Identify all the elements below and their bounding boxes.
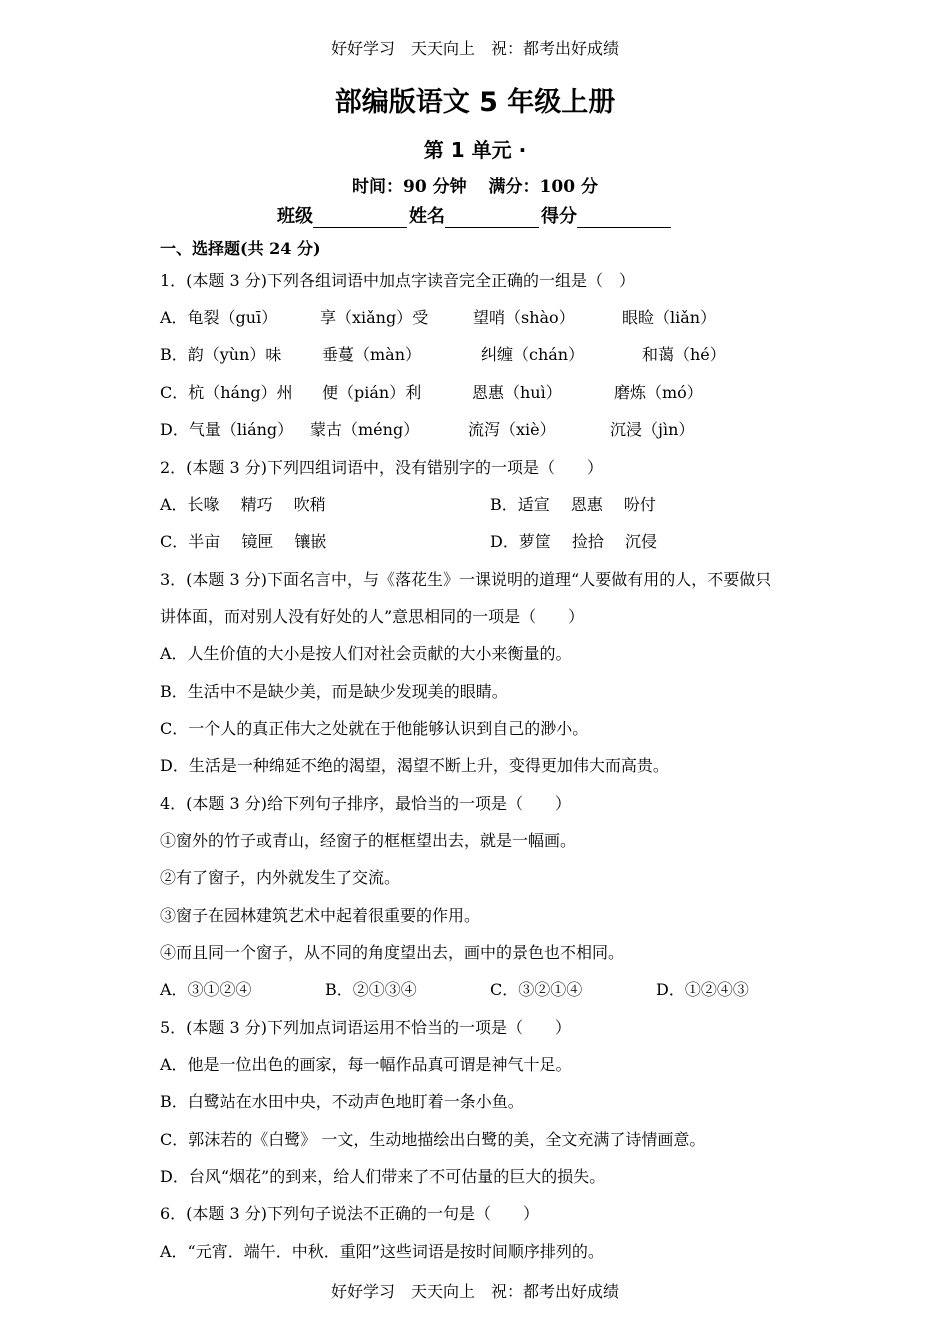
q1-option: 便（pián）利: [322, 383, 422, 402]
page-title: 部编版语文 5 年级上册: [334, 87, 616, 118]
q5-option-c: C．郭沫若的《白鹭》 一文，生动地描绘出白鹭的美，全文充满了诗情画意。: [160, 1130, 706, 1149]
exam-time: 时间：90 分钟: [352, 177, 467, 197]
score-label: 得分: [541, 206, 577, 227]
q1-option: B．韵（yùn）味: [160, 345, 282, 364]
q1-option: 垂蔓（màn）: [322, 345, 422, 364]
q3-option-a: A．人生价值的大小是按人们对社会贡献的大小来衡量的。: [160, 644, 572, 663]
page-footer: 好好学习 天天向上 祝：都考出好成绩: [330, 1282, 619, 1301]
question-5-stem: 5．(本题 3 分)下列加点词语运用不恰当的一项是（ ）: [160, 1018, 572, 1037]
class-label: 班级: [277, 206, 313, 227]
q4-sentence-3: ③窗子在园林建筑艺术中起着很重要的作用。: [160, 906, 481, 925]
exam-full-score: 满分：100 分: [488, 177, 598, 197]
q1-option: 望哨（shào）: [473, 308, 575, 327]
q5-option-a: A．他是一位出色的画家，每一幅作品真可谓是神气十足。: [160, 1055, 572, 1074]
q4-option-c: C．③②①④: [490, 980, 583, 999]
unit-title: 第 1 单元 ·: [423, 138, 527, 162]
exam-meta: [0, 172, 950, 197]
q1-option: 纠缠（chán）: [481, 345, 585, 364]
q6-option-a: A．“元宵．端午．中秋．重阳”这些词语是按时间顺序排列的。: [160, 1242, 604, 1261]
q1-option: 沉浸（jìn）: [610, 420, 695, 439]
q1-option: 眼睑（liǎn）: [622, 308, 717, 327]
q1-option: 磨炼（mó）: [614, 383, 703, 402]
q2-option-b: B．适宣 恩惠 吩付: [490, 495, 656, 514]
question-1-stem: 1．(本题 3 分)下列各组词语中加点字读音完全正确的一组是（ ）: [160, 271, 636, 290]
q4-option-b: B．②①③④: [325, 980, 417, 999]
question-2-stem: 2．(本题 3 分)下列四组词语中，没有错别字的一项是（ ）: [160, 458, 604, 477]
name-label: 姓名: [409, 206, 445, 227]
q4-sentence-2: ②有了窗子，内外就发生了交流。: [160, 868, 401, 887]
section-heading: 一、选择题(共 24 分): [160, 239, 321, 258]
score-blank: [577, 209, 671, 228]
q5-option-b: B．白鹭站在水田中央，不动声色地盯着一条小鱼。: [160, 1092, 524, 1111]
q1-option: 流泻（xiè）: [468, 420, 556, 439]
q1-option: C．杭（háng）州: [160, 383, 293, 402]
q1-option: A．龟裂（guī）: [160, 308, 278, 327]
q2-option-d: D．萝筐 捡拾 沉侵: [490, 532, 658, 551]
q2-option-c: C．半亩 镜匣 镶嵌: [160, 532, 327, 551]
q1-option: 享（xiǎng）受: [320, 308, 429, 327]
q3-option-d: D．生活是一种绵延不绝的渴望，渴望不断上升，变得更加伟大而高贵。: [160, 756, 669, 775]
q1-option: D．气量（liáng）: [160, 420, 294, 439]
q4-option-d: D．①②④③: [656, 980, 749, 999]
question-6-stem: 6．(本题 3 分)下列句子说法不正确的一句是（ ）: [160, 1204, 540, 1223]
question-3-stem-cont: 讲体面，而对别人没有好处的人”意思相同的一项是（ ）: [160, 607, 585, 626]
q4-sentence-4: ④而且同一个窗子，从不同的角度望出去，画中的景色也不相同。: [160, 943, 625, 962]
page-header: 好好学习 天天向上 祝：都考出好成绩: [330, 39, 619, 58]
q3-option-c: C．一个人的真正伟大之处就在于他能够认识到自己的渺小。: [160, 719, 589, 738]
class-blank: [313, 209, 407, 228]
student-info-fields: [0, 202, 950, 228]
q1-option: 蒙古（méng）: [310, 420, 420, 439]
q1-option: 和蔼（hé）: [642, 345, 726, 364]
q1-option: 恩惠（huì）: [472, 383, 562, 402]
q2-option-a: A．长喙 精巧 吹稍: [160, 495, 326, 514]
q3-option-b: B．生活中不是缺少美，而是缺少发现美的眼睛。: [160, 682, 508, 701]
question-4-stem: 4．(本题 3 分)给下列句子排序，最恰当的一项是（ ）: [160, 794, 572, 813]
name-blank: [445, 209, 539, 228]
q4-sentence-1: ①窗外的竹子或青山，经窗子的框框望出去，就是一幅画。: [160, 831, 577, 850]
q4-option-a: A．③①②④: [160, 980, 252, 999]
q5-option-d: D．台风“烟花”的到来，给人们带来了不可估量的巨大的损失。: [160, 1167, 606, 1186]
question-3-stem: 3．(本题 3 分)下面名言中，与《落花生》一课说明的道理“人要做有用的人，不要做只: [160, 570, 772, 589]
